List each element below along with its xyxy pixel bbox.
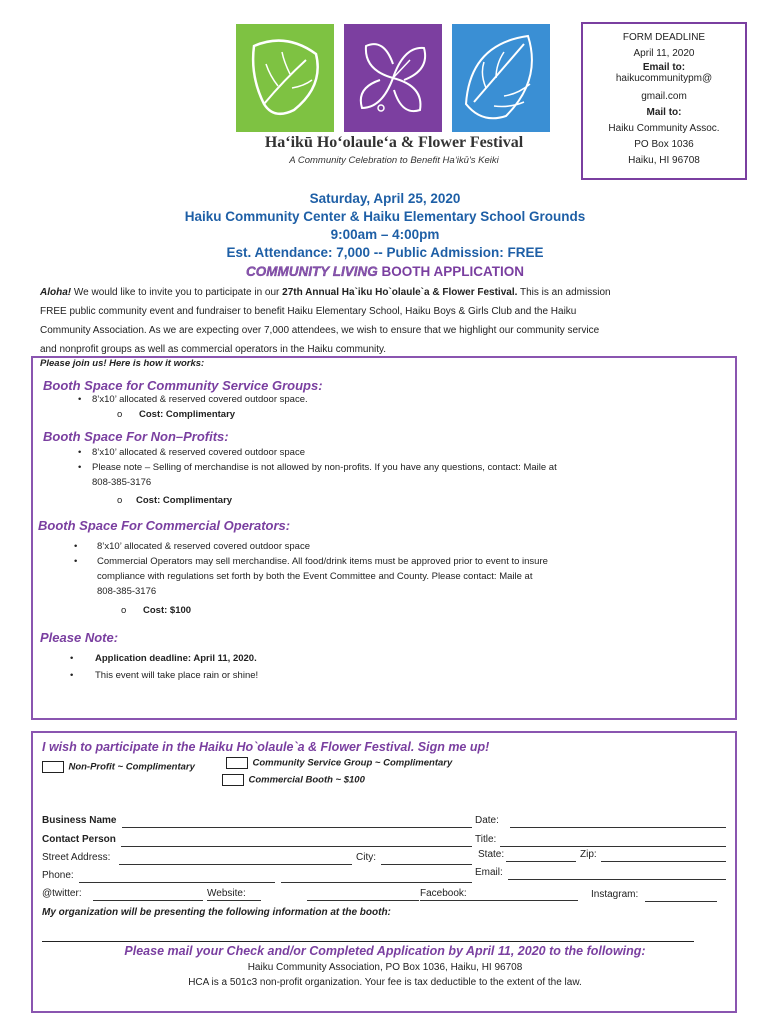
nonprofit-phone: 808-385-3176 xyxy=(92,477,152,488)
community-option[interactable] xyxy=(226,754,452,772)
note-bullet-1: Application deadline: April 11, 2020. xyxy=(95,653,257,664)
community-option-label: Community Service Group ~ Complimentary xyxy=(252,757,453,769)
twitter-label: @twitter: xyxy=(42,888,82,899)
commercial-phone: 808-385-3176 xyxy=(97,586,157,597)
state-label: State: xyxy=(478,849,505,860)
instagram-field[interactable] xyxy=(645,901,717,902)
form-deadline-box xyxy=(581,22,747,180)
intro-paragraph xyxy=(40,283,740,359)
event-heading xyxy=(0,190,770,262)
festival-tagline: A Community Celebration to Benefit Haʻikū's Keiki xyxy=(289,155,499,166)
aloha-text: Aloha! xyxy=(40,287,72,298)
please-note-title: Please Note: xyxy=(40,630,119,645)
note-bullets: • Application deadline: April 11, 2020. • This event will take place rain or shine! xyxy=(70,653,259,681)
community-cost-text: Cost: Complimentary xyxy=(139,409,236,420)
join-us-text: Please join us! Here is how it works: xyxy=(40,358,205,369)
facebook-field[interactable] xyxy=(420,900,578,901)
city-field[interactable] xyxy=(381,864,472,865)
event-attendance: Est. Attendance: 7,000 -- Public Admission: FREE xyxy=(226,245,544,260)
email-label: Email to: xyxy=(642,62,686,73)
commercial-option-label: Commercial Booth ~ $100 xyxy=(248,774,365,786)
phone-label: Phone: xyxy=(42,870,74,881)
commercial-section-title: Booth Space For Commercial Operators: xyxy=(38,518,291,533)
email-line-1[interactable]: haikucommunitypm@ xyxy=(615,73,713,84)
community-section-title: Booth Space for Community Service Groups: xyxy=(43,378,323,393)
footer-address: Haiku Community Association, PO Box 1036, Haiku, HI 96708 xyxy=(247,962,523,973)
email-line-2[interactable]: gmail.com xyxy=(641,91,687,102)
title-label: Title: xyxy=(475,834,497,845)
date-field[interactable] xyxy=(510,827,726,828)
application-title xyxy=(0,264,770,279)
instagram-label: Instagram: xyxy=(591,889,639,900)
mail-instructions: Please mail your Check and/or Completed Application by April 11, 2020 to the following: xyxy=(124,944,646,958)
intro-line-3: Community Association. As we are expecting over 7,000 attendees, we wish to ensure that we highlight our community service xyxy=(40,325,600,336)
phone-extra-field[interactable] xyxy=(281,882,472,883)
zip-label: Zip: xyxy=(580,849,597,860)
nonprofit-option[interactable] xyxy=(42,758,195,776)
nonprofit-bullet-2: Please note – Selling of merchandise is not allowed by non-profits. If you have any questions, contact: Maile at xyxy=(92,462,557,473)
nonprofit-cost-text: Cost: Complimentary xyxy=(136,495,233,506)
intro-text-1: We would like to invite you to participate in our xyxy=(71,287,283,298)
date-label: Date: xyxy=(475,815,499,826)
email-field-label: Email: xyxy=(475,867,503,878)
festival-bold-text: 27th Annual Ha`iku Ho`olaule`a & Flower Festival. xyxy=(282,287,518,298)
intro-text-1-rest: This is an admission xyxy=(517,287,611,298)
website-field[interactable] xyxy=(207,900,261,901)
address-line-2: PO Box 1036 xyxy=(634,139,694,150)
address-line-1: Haiku Community Assoc. xyxy=(608,123,720,134)
street-address-label: Street Address: xyxy=(42,852,111,863)
address-line-3: Haiku, HI 96708 xyxy=(628,155,700,166)
nonprofit-option-label: Non-Profit ~ Complimentary xyxy=(68,761,195,773)
business-name-field[interactable] xyxy=(122,827,472,828)
commercial-cost: o Cost: $100 xyxy=(121,605,192,616)
event-location: Haiku Community Center & Haiku Elementary School Grounds xyxy=(184,209,586,224)
title-field[interactable] xyxy=(500,846,726,847)
nonprofit-cost: o Cost: Complimentary xyxy=(117,495,233,506)
contact-person-field[interactable] xyxy=(121,846,472,847)
mail-label: Mail to: xyxy=(646,107,682,118)
community-bullet-text: 8’x10’ allocated & reserved covered outdoor space. xyxy=(92,394,308,405)
footer-nonprofit-note: HCA is a 501c3 non-profit organization. Your fee is tax deductible to the extent of the law. xyxy=(188,977,582,988)
festival-name: Haʻikū Hoʻolauleʻa & Flower Festival xyxy=(264,134,524,151)
commercial-cost-text: Cost: $100 xyxy=(143,605,192,616)
twitter-field[interactable] xyxy=(93,900,203,901)
commercial-option[interactable] xyxy=(222,771,365,789)
commercial-bullet-1: 8’x10’ allocated & reserved covered outdoor space xyxy=(97,541,310,552)
city-label: City: xyxy=(356,852,376,863)
contact-person-label: Contact Person xyxy=(42,834,116,845)
state-field[interactable] xyxy=(506,861,576,862)
community-living-text: COMMUNITY LIVING xyxy=(245,264,378,279)
booth-application-text: BOOTH APPLICATION xyxy=(377,264,524,279)
commercial-bullet-2b: compliance with regulations set forth by both the Event Committee and County. Please contact: Maile at xyxy=(97,571,533,582)
website-extra-field[interactable] xyxy=(307,900,419,901)
festival-logo xyxy=(234,24,554,194)
logo-tiles xyxy=(234,24,554,134)
street-address-field[interactable] xyxy=(119,864,352,865)
zip-field[interactable] xyxy=(601,861,726,862)
monstera-tile xyxy=(452,24,550,132)
note-bullet-2: This event will take place rain or shine! xyxy=(95,670,259,681)
business-name-label: Business Name xyxy=(42,815,117,826)
phone-field[interactable] xyxy=(79,882,275,883)
email-field[interactable] xyxy=(508,879,726,880)
intro-line-2: FREE public community event and fundraiser to benefit Haiku Elementary School, Haiku Boys & Girls Club and the Haiku xyxy=(40,306,577,317)
intro-line-4: and nonprofit groups as well as commercial operators in the Haiku community. xyxy=(40,344,387,355)
commercial-checkbox[interactable] xyxy=(222,774,244,786)
community-bullet-1: • 8’x10’ allocated & reserved covered outdoor space. xyxy=(78,394,308,405)
facebook-label: Facebook: xyxy=(420,888,467,899)
presenting-label: My organization will be presenting the following information at the booth: xyxy=(42,907,391,918)
commercial-bullet-2: Commercial Operators may sell merchandise. All food/drink items must be approved prior to event to insure xyxy=(97,556,548,567)
deadline-title: FORM DEADLINE xyxy=(622,32,706,43)
nonprofit-checkbox[interactable] xyxy=(42,761,64,773)
community-checkbox[interactable] xyxy=(226,757,248,769)
nonprofit-bullet-1: 8’x10’ allocated & reserved covered outdoor space xyxy=(92,447,305,458)
event-date: Saturday, April 25, 2020 xyxy=(309,191,461,206)
website-label: Website: xyxy=(207,888,246,899)
nonprofit-bullets: • 8’x10’ allocated & reserved covered outdoor space • Please note – Selling of merchandise is not allowed by non-profits. If you have any questions, contact: Maile at 808-385-3176 xyxy=(78,445,718,490)
community-cost: o Cost: Complimentary xyxy=(117,409,236,420)
signup-title: I wish to participate in the Haiku Ho`olaule`a & Flower Festival. Sign me up! xyxy=(42,740,490,754)
commercial-bullets: • 8’x10’ allocated & reserved covered outdoor space • Commercial Operators may sell merchandise. All food/drink items must be approved prior to event to insure compliance with regulations set forth by both the Event Committee and County. Please contact: Maile at 808-385-3176 xyxy=(74,539,724,599)
deadline-date: April 11, 2020 xyxy=(633,48,695,59)
presenting-field[interactable] xyxy=(42,941,694,942)
event-time: 9:00am – 4:00pm xyxy=(330,227,440,242)
nonprofit-section-title: Booth Space For Non–Profits: xyxy=(43,429,229,444)
